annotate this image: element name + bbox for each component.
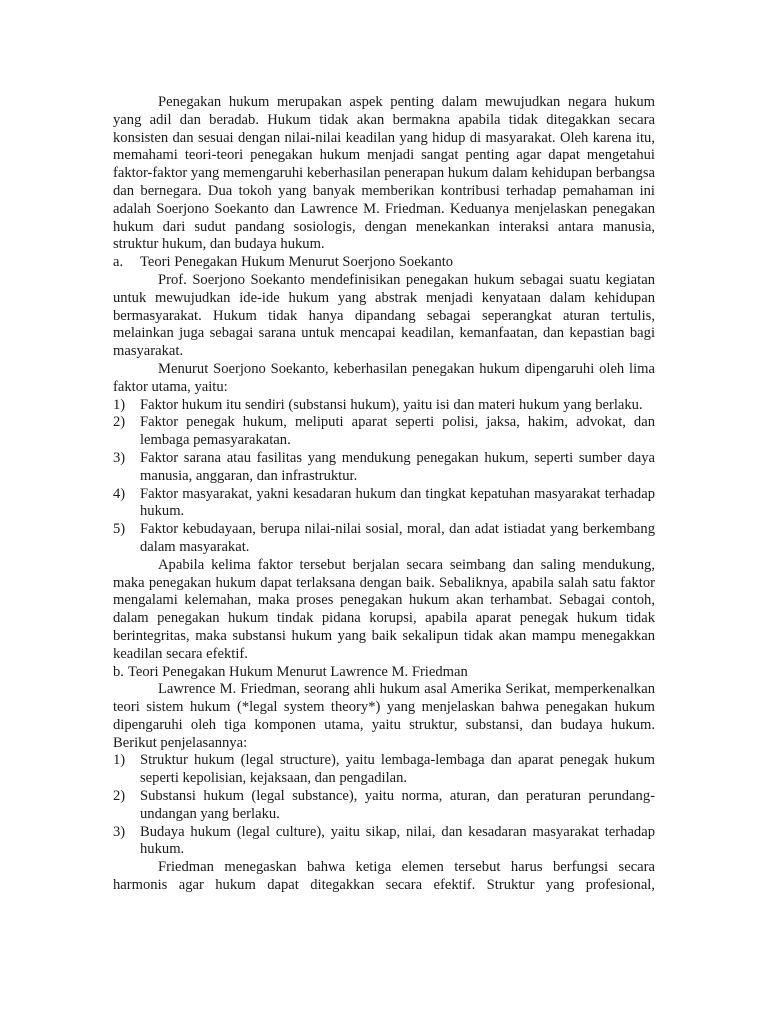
section-b-title: Teori Penegakan Hukum Menurut Lawrence M. Friedman bbox=[127, 663, 468, 680]
list-item-text: Faktor masyarakat, yakni kesadaran hukum dan tingkat kepatuhan masyarakat terhadap hukum. bbox=[140, 485, 655, 520]
list-item-text: Substansi hukum (legal substance), yaitu norma, aturan, dan peraturan perundang-undangan yang berlaku. bbox=[140, 788, 655, 822]
list-item-text: Budaya hukum (legal culture), yaitu sikap, nilai, dan kesadaran masyarakat terhadap hukum. bbox=[140, 823, 655, 858]
list-item-number: 1) bbox=[113, 396, 126, 413]
list-item-number: 4) bbox=[113, 485, 126, 502]
list-item bbox=[113, 521, 655, 557]
section-b-heading bbox=[113, 664, 655, 682]
list-item bbox=[113, 788, 655, 824]
section-b-number: b. bbox=[113, 663, 124, 680]
list-item-number: 5) bbox=[113, 521, 126, 538]
section-a-paragraph-3: Apabila kelima faktor tersebut berjalan secara seimbang dan saling mendukung, maka penegakan hukum dapat terlaksana dengan baik. Sebaliknya, apabila salah satu faktor mengalami kelemahan, maka proses penegakan hukum akan terhambat. Sebagai contoh, dalam penegakan hukum tindak pidana korupsi, apabila aparat penegak hukum tidak berintegritas, maka substansi hukum yang baik sekalipun tidak akan mampu menegakkan keadilan secara efektif. bbox=[113, 556, 655, 662]
list-item-text: Struktur hukum (legal structure), yaitu lembaga-lembaga dan aparat penegak hukum seperti kepolisian, kejaksaan, dan pengadilan. bbox=[140, 752, 655, 787]
section-b-paragraph-2: Friedman menegaskan bahwa ketiga elemen tersebut harus berfungsi secara harmonis agar hukum dapat ditegakkan secara efektif. Struktur yang profesional, bbox=[113, 859, 655, 894]
list-item-text: Faktor penegak hukum, meliputi aparat seperti polisi, jaksa, hakim, advokat, dan lembaga pemasyarakatan. bbox=[140, 414, 655, 449]
list-item-number: 3) bbox=[113, 823, 126, 840]
list-item-text: Faktor hukum itu sendiri (substansi hukum), yaitu isi dan materi hukum yang berlaku. bbox=[140, 396, 643, 413]
list-item bbox=[113, 397, 655, 415]
document-page bbox=[113, 94, 655, 895]
list-item-number: 1) bbox=[113, 752, 126, 769]
list-item-text: Faktor sarana atau fasilitas yang mendukung penegakan hukum, seperti sumber daya manusia, anggaran, dan infrastruktur. bbox=[140, 449, 655, 484]
section-a-heading bbox=[113, 254, 655, 272]
list-item-text: Faktor kebudayaan, berupa nilai-nilai sosial, moral, dan adat istiadat yang berkembang dalam masyarakat. bbox=[140, 521, 655, 555]
section-a-paragraph-2: Menurut Soerjono Soekanto, keberhasilan penegakan hukum dipengaruhi oleh lima faktor utama, yaitu: bbox=[113, 360, 655, 395]
list-item bbox=[113, 752, 655, 788]
list-item bbox=[113, 486, 655, 522]
list-item-number: 2) bbox=[113, 788, 126, 805]
list-item bbox=[113, 450, 655, 486]
section-a-factor-list bbox=[113, 397, 655, 557]
list-item-number: 2) bbox=[113, 414, 126, 431]
section-a-number: a. bbox=[113, 254, 124, 271]
intro-paragraph: Penegakan hukum merupakan aspek penting dalam mewujudkan negara hukum yang adil dan beradab. Hukum tidak akan bermakna apabila tidak ditegakkan secara konsisten dan sesuai dengan nilai-nilai keadilan yang hidup di masyarakat. Oleh karena itu, memahami teori-teori penegakan hukum menjadi sangat penting agar dapat mengetahui faktor-faktor yang memengaruhi keberhasilan penerapan hukum dalam kehidupan berbangsa dan bernegara. Dua tokoh yang banyak memberikan kontribusi terhadap pemahaman ini adalah Soerjono Soekanto dan Lawrence M. Friedman. Keduanya menjelaskan penegakan hukum dari sudut pandang sosiologis, dengan menekankan interaksi antara manusia, struktur hukum, dan budaya hukum. bbox=[113, 94, 655, 253]
list-item bbox=[113, 414, 655, 450]
list-item bbox=[113, 824, 655, 860]
section-b-paragraph-1: Lawrence M. Friedman, seorang ahli hukum asal Amerika Serikat, memperkenalkan teori sistem hukum (*legal system theory*) yang menjelaskan bahwa penegakan hukum dipengaruhi oleh tiga komponen utama, yaitu struktur, substansi, dan budaya hukum. Berikut penjelasannya: bbox=[113, 681, 655, 751]
section-a-title: Teori Penegakan Hukum Menurut Soerjono Soekanto bbox=[140, 254, 454, 271]
list-item-number: 3) bbox=[113, 449, 126, 466]
section-b-component-list bbox=[113, 752, 655, 859]
section-a-paragraph-1: Prof. Soerjono Soekanto mendefinisikan penegakan hukum sebagai suatu kegiatan untuk mewujudkan ide-ide hukum yang abstrak menjadi kenyataan dalam kehidupan bermasyarakat. Hukum tidak hanya dipandang sebagai seperangkat aturan tertulis, melainkan juga sebagai sarana untuk mencapai keadilan, kemanfaatan, dan kepastian bagi masyarakat. bbox=[113, 271, 655, 360]
